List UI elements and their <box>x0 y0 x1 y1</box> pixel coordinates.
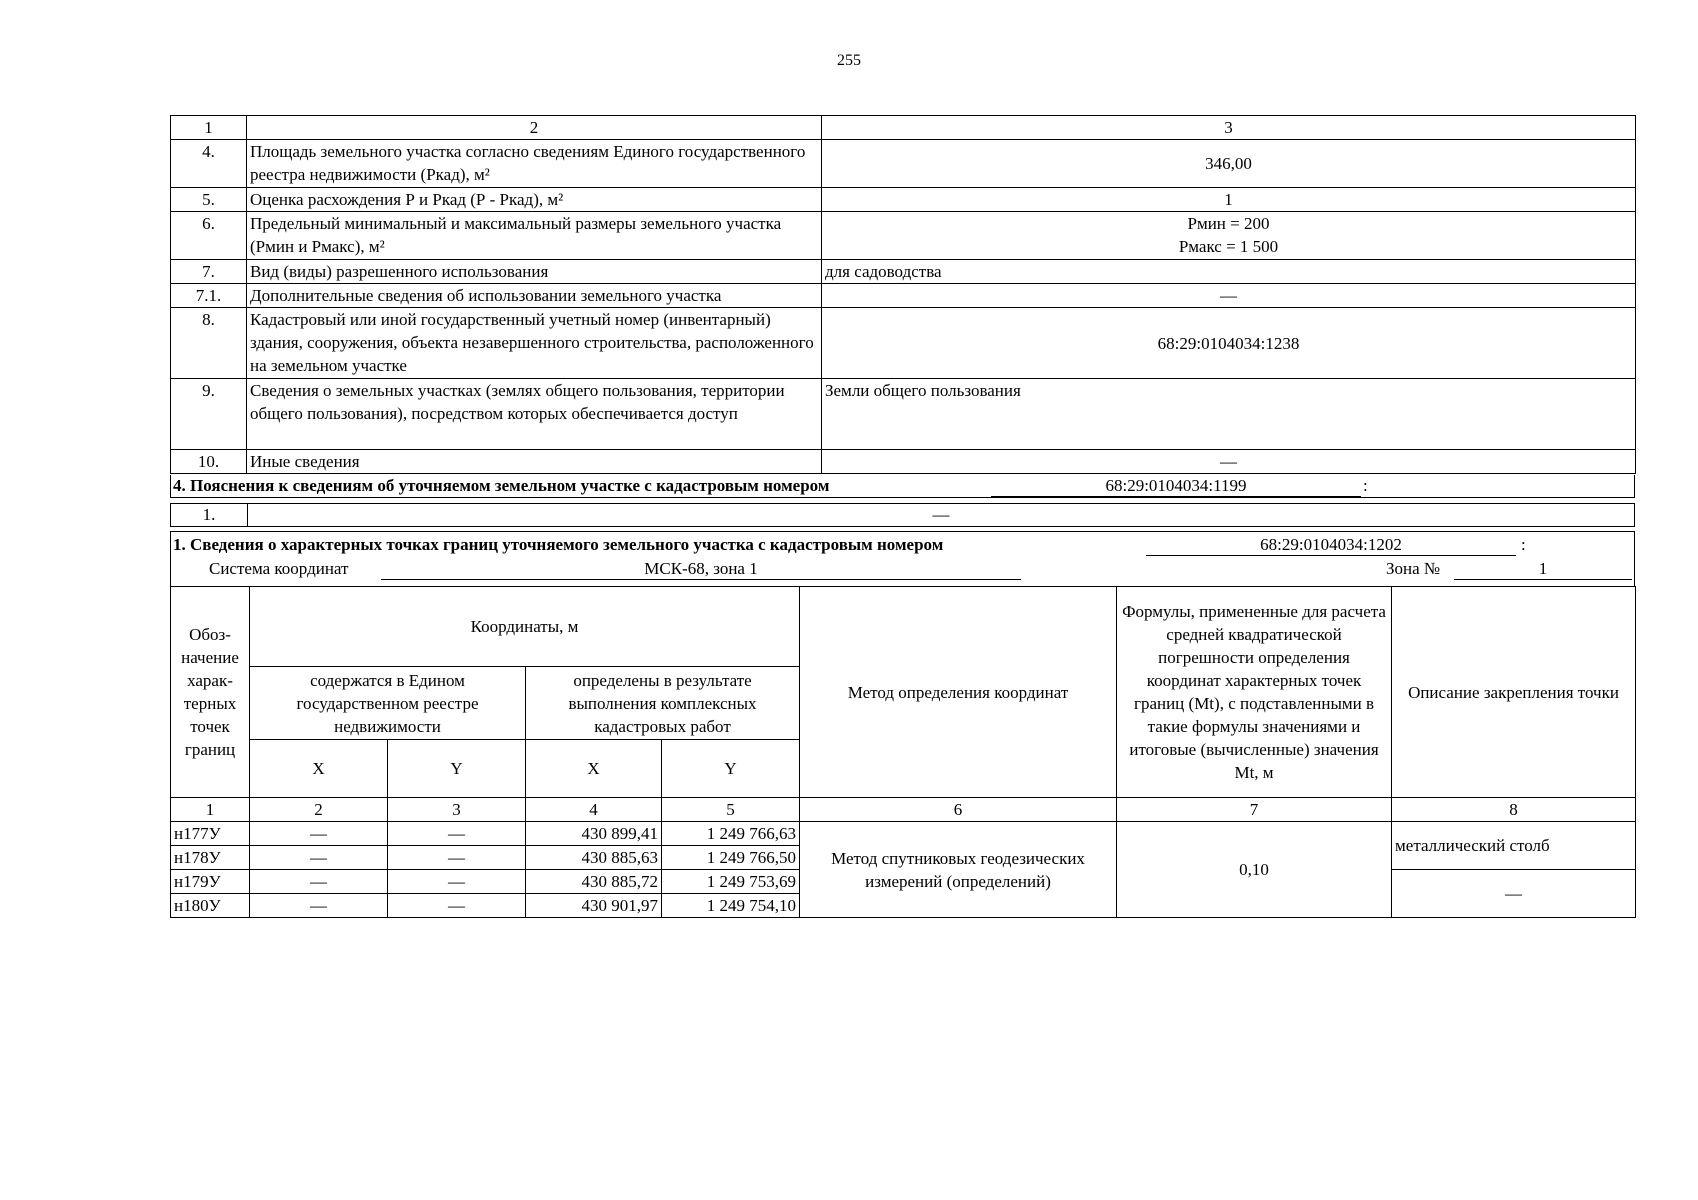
row-label: Предельный минимальный и максимальный размеры земельного участка (Рмин и Рмакс), м² <box>247 212 822 260</box>
boundary-points-table <box>170 586 1636 918</box>
section-5-cadastral-number: 68:29:0104034:1202 <box>1146 534 1516 556</box>
point-x-egrn: — <box>250 870 388 894</box>
table-row <box>171 140 1636 188</box>
section-4-header <box>170 475 1635 498</box>
row-number: 5. <box>171 188 247 212</box>
point-x: 430 899,41 <box>526 822 662 846</box>
table-row <box>171 308 1636 379</box>
header-method: Метод определения координат <box>800 587 1117 798</box>
column-number: 4 <box>526 798 662 822</box>
point-y-egrn: — <box>388 894 526 918</box>
description-value: металлический столб <box>1392 822 1636 870</box>
table-row <box>171 822 1636 846</box>
zone-value: 1 <box>1454 558 1632 580</box>
row-number: 9. <box>171 379 247 450</box>
point-x: 430 885,72 <box>526 870 662 894</box>
column-number: 1 <box>171 116 247 140</box>
page-number: 255 <box>837 52 861 69</box>
section-4-title: 4. Пояснения к сведениям об уточняемом земельном участке с кадастровым номером <box>173 476 830 495</box>
row-number: 6. <box>171 212 247 260</box>
point-y: 1 249 753,69 <box>662 870 800 894</box>
row-value <box>822 212 1636 260</box>
point-y-egrn: — <box>388 846 526 870</box>
table-row <box>171 284 1636 308</box>
row-number: 4. <box>171 140 247 188</box>
column-number-row <box>171 798 1636 822</box>
column-number: 8 <box>1392 798 1636 822</box>
point-y: 1 249 754,10 <box>662 894 800 918</box>
row-number: 8. <box>171 308 247 379</box>
row-value: 68:29:0104034:1238 <box>822 308 1636 379</box>
section-4-row <box>170 503 1635 527</box>
column-number: 1 <box>171 798 250 822</box>
section-5-header <box>170 531 1635 587</box>
row-label: Сведения о земельных участках (землях общего пользования, территории общего пользования), посредством которых обеспечивается доступ <box>247 379 822 450</box>
point-x-egrn: — <box>250 822 388 846</box>
max-size-value: Рмакс = 1 500 <box>1178 237 1279 256</box>
header-y: Y <box>662 740 800 798</box>
description-value: — <box>1392 870 1636 918</box>
header-y: Y <box>388 740 526 798</box>
header-x: X <box>250 740 388 798</box>
header-designation: Обоз-начение харак-терных точек границ <box>171 587 250 798</box>
row-number: 10. <box>171 450 247 474</box>
header-x: X <box>526 740 662 798</box>
coord-system-label: Система координат <box>209 559 349 578</box>
column-number: 2 <box>250 798 388 822</box>
table-row <box>171 212 1636 260</box>
column-number: 5 <box>662 798 800 822</box>
method-value: Метод спутниковых геодезических измерений (определений) <box>800 822 1117 918</box>
row-label: Дополнительные сведения об использовании земельного участка <box>247 284 822 308</box>
column-number: 3 <box>822 116 1636 140</box>
point-name: н178У <box>171 846 250 870</box>
row-value: 346,00 <box>822 140 1636 188</box>
point-y-egrn: — <box>388 822 526 846</box>
column-number: 2 <box>247 116 822 140</box>
point-y: 1 249 766,50 <box>662 846 800 870</box>
header-egrn: содержатся в Едином государственном реестре недвижимости <box>250 667 526 740</box>
point-name: н177У <box>171 822 250 846</box>
row-label: Оценка расхождения Р и Ркад (Р - Ркад), м² <box>247 188 822 212</box>
mt-value: 0,10 <box>1117 822 1392 918</box>
section-5-title: 1. Сведения о характерных точках границ уточняемого земельного участка с кадастровым номером <box>173 535 944 554</box>
section-4-colon: : <box>1363 476 1368 495</box>
row-value: для садоводства <box>822 260 1636 284</box>
table-row <box>171 379 1636 450</box>
column-number: 3 <box>388 798 526 822</box>
point-y: 1 249 766,63 <box>662 822 800 846</box>
point-x: 430 901,97 <box>526 894 662 918</box>
point-name: н179У <box>171 870 250 894</box>
row-value: — <box>822 450 1636 474</box>
row-label: Площадь земельного участка согласно сведениям Единого государственного реестра недвижимости (Ркад), м² <box>247 140 822 188</box>
row-label: Иные сведения <box>247 450 822 474</box>
point-y-egrn: — <box>388 870 526 894</box>
row-number: 1. <box>171 504 248 526</box>
column-number: 6 <box>800 798 1117 822</box>
table-row <box>171 260 1636 284</box>
zone-label: Зона № <box>1386 559 1441 578</box>
parcel-info-table <box>170 115 1636 474</box>
table-row <box>171 450 1636 474</box>
point-x-egrn: — <box>250 846 388 870</box>
header-coordinates: Координаты, м <box>250 587 800 667</box>
point-x: 430 885,63 <box>526 846 662 870</box>
min-size-value: Рмин = 200 <box>1187 214 1270 233</box>
table-row <box>171 188 1636 212</box>
section-5-colon: : <box>1521 535 1526 554</box>
row-label: Вид (виды) разрешенного использования <box>247 260 822 284</box>
header-row <box>171 587 1636 667</box>
header-formulas: Формулы, примененные для расчета средней квадратической погрешности определения координат характерных точек границ (Mt), с подставленными в такие формулы значениями и итоговые (вычисленные) значения Mt, м <box>1117 587 1392 798</box>
column-number: 7 <box>1117 798 1392 822</box>
row-label: Кадастровый или иной государственный учетный номер (инвентарный) здания, сооружения, объекта незавершенного строительства, расположенного на земельном участке <box>247 308 822 379</box>
section-4-cadastral-number: 68:29:0104034:1199 <box>991 475 1361 497</box>
row-value: 1 <box>822 188 1636 212</box>
row-number: 7.1. <box>171 284 247 308</box>
row-number: 7. <box>171 260 247 284</box>
point-name: н180У <box>171 894 250 918</box>
column-number-row <box>171 116 1636 140</box>
row-value: — <box>822 284 1636 308</box>
header-cadastral-works: определены в результате выполнения комплексных кадастровых работ <box>526 667 800 740</box>
coord-system-value: МСК-68, зона 1 <box>381 558 1021 580</box>
row-value: Земли общего пользования <box>822 379 1636 450</box>
header-description: Описание закрепления точки <box>1392 587 1636 798</box>
point-x-egrn: — <box>250 894 388 918</box>
row-value: — <box>932 505 950 524</box>
